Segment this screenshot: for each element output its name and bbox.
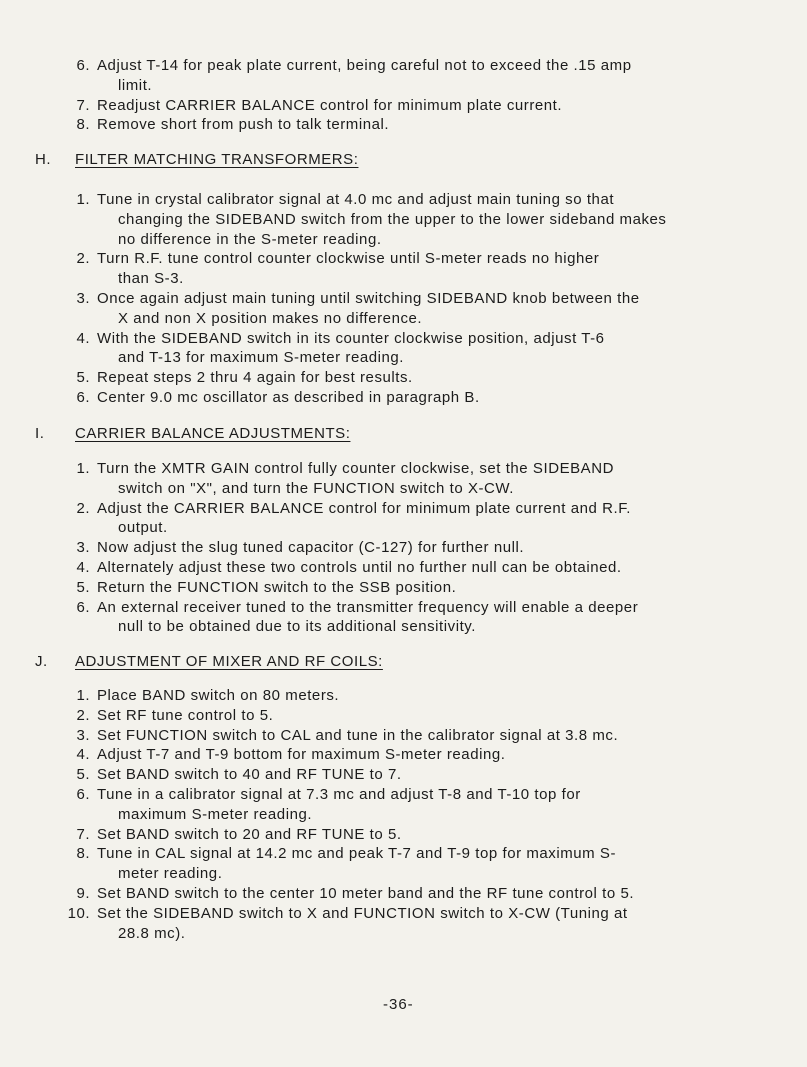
step-text: Set the SIDEBAND switch to X and FUNCTION switch to X-CW (Tuning at: [97, 904, 628, 922]
step-text: Once again adjust main tuning until switching SIDEBAND knob between the: [97, 290, 640, 307]
section-letter: I.: [35, 425, 45, 442]
step-text: Turn R.F. tune control counter clockwise until S-meter reads no higher: [97, 250, 600, 268]
step-text: Adjust T-7 and T-9 bottom for maximum S-meter reading.: [97, 746, 506, 764]
step-text: than S-3.: [118, 270, 184, 288]
step-text: Repeat steps 2 thru 4 again for best results.: [97, 369, 413, 387]
step-text: and T-13 for maximum S-meter reading.: [118, 349, 405, 367]
step-text: Alternately adjust these two controls until no further null can be obtained.: [97, 559, 622, 576]
section-heading: [75, 653, 383, 671]
step-number: 8.: [76, 845, 90, 863]
step-number: 6.: [76, 57, 90, 74]
step-text: Adjust T-14 for peak plate current, being careful not to exceed the .15 amp: [97, 57, 632, 74]
step-text: no difference in the S-meter reading.: [118, 230, 382, 248]
step-text: Place BAND switch on 80 meters.: [97, 687, 340, 704]
step-text: Set BAND switch to 40 and RF TUNE to 7.: [97, 766, 402, 784]
step-text: Set BAND switch to the center 10 meter band and the RF tune control to 5.: [97, 885, 635, 902]
step-number: 2.: [76, 499, 90, 517]
step-number: 2.: [76, 706, 90, 724]
step-number: 6.: [76, 598, 90, 616]
step-text: changing the SIDEBAND switch from the upper to the lower sideband makes: [118, 210, 667, 228]
step-number: 1.: [76, 460, 90, 477]
section-heading: [75, 151, 358, 169]
step-text: An external receiver tuned to the transmitter frequency will enable a deeper: [97, 598, 639, 616]
step-text: 28.8 mc).: [118, 924, 186, 942]
step-text: X and non X position makes no difference.: [118, 309, 423, 327]
step-number: 4.: [76, 329, 90, 347]
step-text: Return the FUNCTION switch to the SSB position.: [97, 578, 457, 596]
step-text: Now adjust the slug tuned capacitor (C-127) for further null.: [97, 539, 525, 557]
step-text: Remove short from push to talk terminal.: [97, 116, 390, 134]
step-number: 1.: [76, 191, 90, 208]
step-number: 3.: [76, 539, 90, 557]
step-text: Readjust CARRIER BALANCE control for minimum plate current.: [97, 96, 563, 114]
step-text: With the SIDEBAND switch in its counter clockwise position, adjust T-6: [97, 329, 605, 347]
step-number: 8.: [76, 116, 90, 134]
section-heading: [75, 425, 350, 443]
step-text: Adjust the CARRIER BALANCE control for minimum plate current and R.F.: [97, 499, 631, 517]
step-text: Center 9.0 mc oscillator as described in paragraph B.: [97, 389, 480, 406]
step-number: 5.: [76, 369, 90, 387]
step-text: Set BAND switch to 20 and RF TUNE to 5.: [97, 825, 402, 843]
step-number: 5.: [76, 766, 90, 784]
step-text: meter reading.: [118, 865, 223, 883]
step-text: Set FUNCTION switch to CAL and tune in the calibrator signal at 3.8 mc.: [97, 726, 619, 744]
section-letter: H.: [35, 151, 52, 168]
step-number: 7.: [76, 96, 90, 114]
step-text: Tune in CAL signal at 14.2 mc and peak T-7 and T-9 top for maximum S-: [97, 845, 617, 863]
step-number: 6.: [76, 389, 90, 406]
step-text: Turn the XMTR GAIN control fully counter clockwise, set the SIDEBAND: [97, 460, 615, 477]
section-title: ADJUSTMENT OF MIXER AND RF COILS:: [75, 653, 383, 670]
step-number: 6.: [76, 786, 90, 803]
step-number: 4.: [76, 746, 90, 764]
step-number: 2.: [76, 250, 90, 268]
step-number: 5.: [76, 578, 90, 596]
step-number: 3.: [76, 290, 90, 307]
step-text: maximum S-meter reading.: [118, 805, 313, 823]
step-number: 9.: [76, 885, 90, 902]
step-text: limit.: [118, 76, 153, 94]
page-number: -36-: [383, 996, 414, 1013]
step-number: 10.: [67, 904, 90, 922]
step-number: 4.: [76, 559, 90, 576]
step-text: null to be obtained due to its additional sensitivity.: [118, 618, 476, 636]
step-number: 3.: [76, 726, 90, 744]
step-text: Set RF tune control to 5.: [97, 706, 274, 724]
step-text: switch on "X", and turn the FUNCTION switch to X-CW.: [118, 479, 515, 497]
section-title: FILTER MATCHING TRANSFORMERS:: [75, 151, 359, 168]
section-letter: J.: [35, 653, 48, 670]
step-text: output.: [118, 519, 168, 537]
step-text: Tune in crystal calibrator signal at 4.0 mc and adjust main tuning so that: [97, 191, 615, 208]
step-number: 7.: [76, 825, 90, 843]
step-text: Tune in a calibrator signal at 7.3 mc and adjust T-8 and T-10 top for: [97, 786, 581, 803]
section-title: CARRIER BALANCE ADJUSTMENTS:: [75, 425, 351, 442]
step-number: 1.: [76, 687, 90, 704]
